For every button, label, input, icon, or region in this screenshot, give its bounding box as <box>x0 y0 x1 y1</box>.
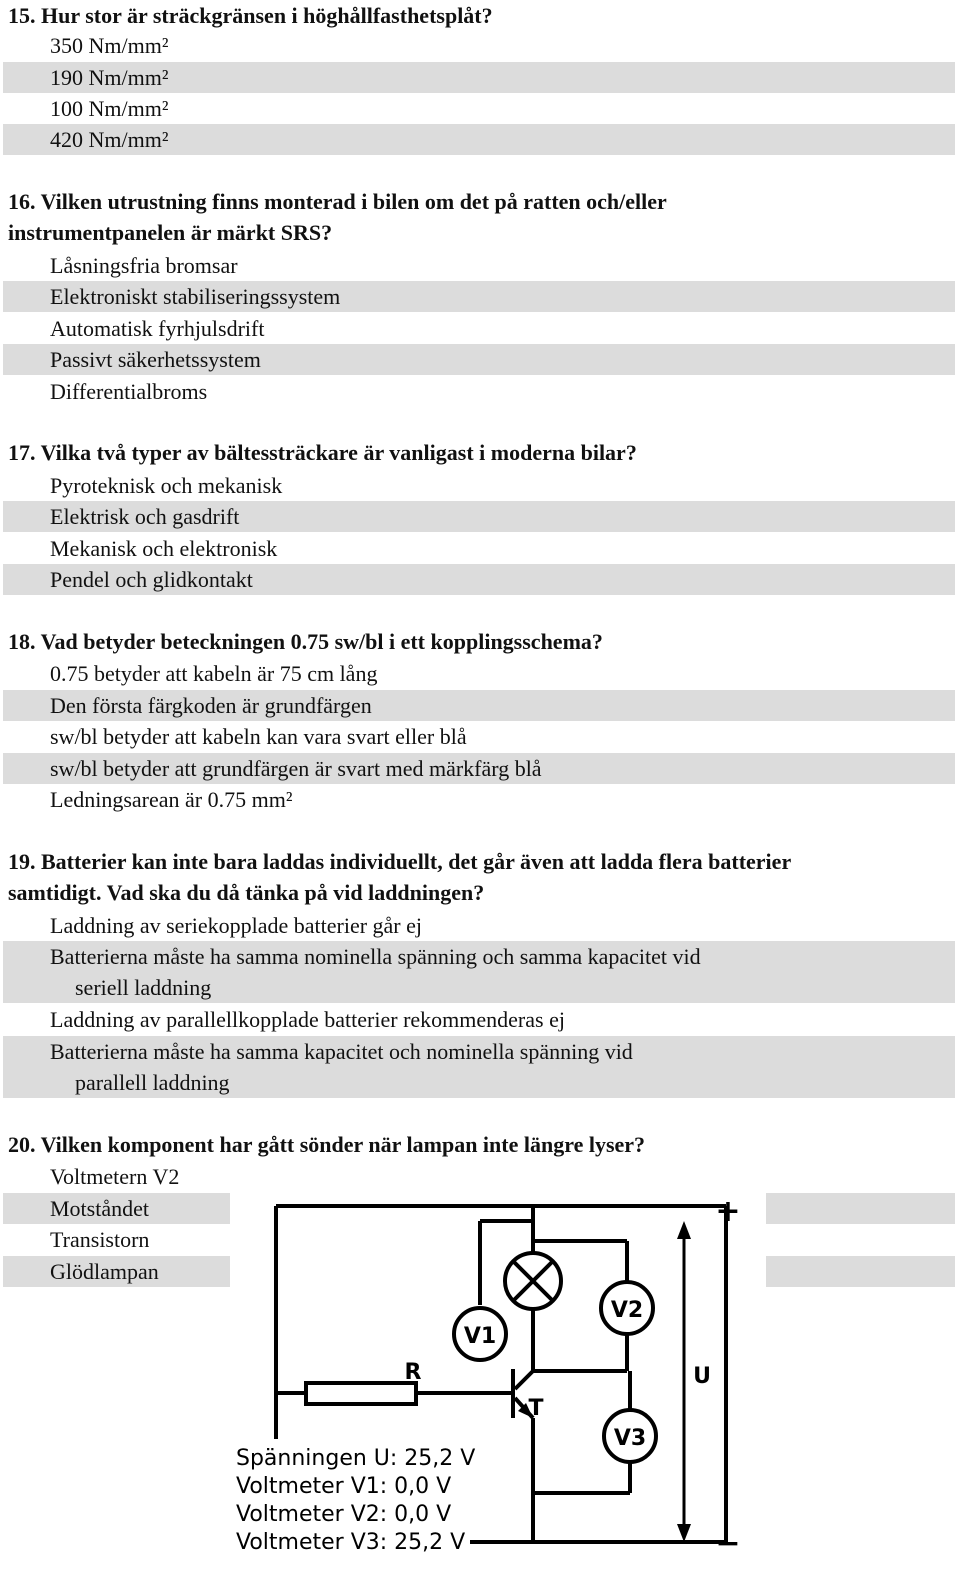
answer-option[interactable]: Laddning av parallellkopplade batterier rekommenderas ej <box>50 1007 565 1032</box>
answer-option[interactable]: Pyroteknisk och mekanisk <box>50 473 283 498</box>
answer-option[interactable]: 100 Nm/mm² <box>50 96 169 121</box>
resistor-label: R <box>404 1360 422 1385</box>
answer-option[interactable]: Batterierna måste ha samma nominella spänning och samma kapacitet vid seriell laddning <box>3 941 955 1003</box>
answer-option[interactable]: Passivt säkerhetssystem <box>3 344 955 375</box>
answer-option[interactable]: Differentialbroms <box>50 379 208 404</box>
answer-option[interactable]: Den första färgkoden är grundfärgen <box>3 690 955 721</box>
minus-label: − <box>715 1526 741 1561</box>
v3-label: V3 <box>613 1426 647 1451</box>
question-15-title: 15. Hur stor är sträckgränsen i höghållfasthetsplåt? <box>8 3 493 28</box>
answer-option[interactable]: Glödlampan <box>3 1256 955 1287</box>
answer-option[interactable]: 420 Nm/mm² <box>3 124 955 155</box>
answer-option[interactable]: Automatisk fyrhjulsdrift <box>50 316 265 341</box>
answer-option[interactable]: Laddning av seriekopplade batterier går ej <box>50 913 423 938</box>
answer-option[interactable]: Batterierna måste ha samma kapacitet och nominella spänning vid parallell laddning <box>3 1036 955 1098</box>
resistor-symbol <box>306 1383 416 1404</box>
reading-v1: Voltmeter V1: 0,0 V <box>236 1474 452 1499</box>
transistor-label: T <box>528 1396 544 1421</box>
answer-option[interactable]: 0.75 betyder att kabeln är 75 cm lång <box>50 661 378 686</box>
u-arrow-head-down <box>677 1524 691 1542</box>
answer-option[interactable]: Mekanisk och elektronisk <box>50 536 278 561</box>
v1-label: V1 <box>463 1324 497 1349</box>
reading-u: Spänningen U: 25,2 V <box>236 1446 476 1471</box>
question-20-title: 20. Vilken komponent har gått sönder när lampan inte längre lyser? <box>8 1132 646 1157</box>
answer-option[interactable]: Låsningsfria bromsar <box>50 253 238 278</box>
answer-option[interactable]: 350 Nm/mm² <box>50 33 169 58</box>
collector-lead <box>515 1371 533 1389</box>
circuit-diagram <box>230 1193 766 1565</box>
u-label: U <box>693 1364 711 1389</box>
answer-option[interactable]: Pendel och glidkontakt <box>3 564 955 595</box>
question-18-title: 18. Vad betyder beteckningen 0.75 sw/bl i ett kopplingsschema? <box>8 629 603 654</box>
plus-label: + <box>715 1194 741 1229</box>
question-19-title: 19. Batterier kan inte bara laddas individuellt, det går även att ladda flera batterier <box>8 849 792 874</box>
question-16-title-cont: instrumentpanelen är märkt SRS? <box>8 220 333 245</box>
answer-option[interactable]: Elektrisk och gasdrift <box>3 501 955 532</box>
answer-option[interactable]: Elektroniskt stabiliseringssystem <box>3 281 955 312</box>
v2-label: V2 <box>610 1298 644 1323</box>
answer-option[interactable]: 190 Nm/mm² <box>3 62 955 93</box>
u-arrow-head-up <box>677 1221 691 1239</box>
circuit-svg <box>230 1193 766 1565</box>
question-19-title-cont: samtidigt. Vad ska du då tänka på vid laddningen? <box>8 880 485 905</box>
answer-option[interactable]: Voltmetern V2 <box>50 1164 180 1189</box>
reading-v2: Voltmeter V2: 0,0 V <box>236 1502 452 1527</box>
answer-option[interactable]: Ledningsarean är 0.75 mm² <box>50 787 293 812</box>
reading-v3: Voltmeter V3: 25,2 V <box>236 1530 466 1555</box>
answer-option[interactable]: sw/bl betyder att grundfärgen är svart med märkfärg blå <box>3 753 955 784</box>
answer-option[interactable]: Transistorn <box>50 1227 150 1252</box>
question-17-title: 17. Vilka två typer av bältessträckare är vanligast i moderna bilar? <box>8 440 637 465</box>
answer-option[interactable]: sw/bl betyder att kabeln kan vara svart eller blå <box>50 724 467 749</box>
question-16-title: 16. Vilken utrustning finns monterad i bilen om det på ratten och/eller <box>8 189 667 214</box>
answer-option[interactable]: Motståndet <box>3 1193 955 1224</box>
